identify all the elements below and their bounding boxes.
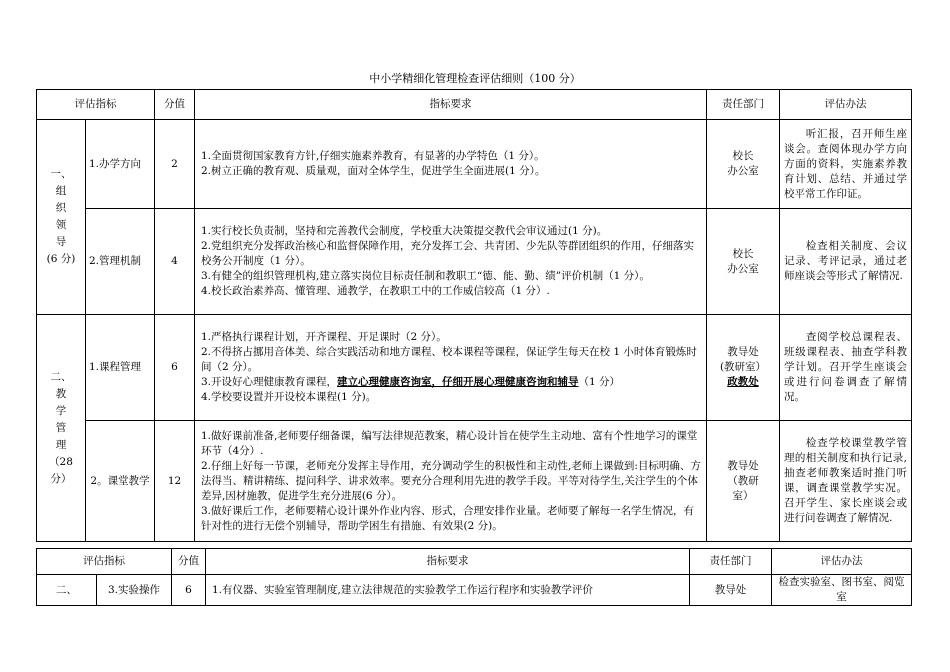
- table-row: [37, 421, 912, 542]
- department-cell: [707, 421, 780, 542]
- requirements-cell: 1.有仪器、实验室管理制度,建立法律规范的实验教学工作运行程序和实验教学评价: [206, 575, 690, 606]
- requirement-item: [201, 375, 703, 390]
- category-teaching: [37, 315, 86, 542]
- score-value: 6: [155, 315, 195, 421]
- category-line: 理: [55, 438, 67, 451]
- requirement-item: 4.学校要设置并开设校本课程(1 分)。: [201, 391, 377, 403]
- requirement-item: 3.做好课后工作，老师要精心设计课外作业内容、形式，合理安排作业量。老师要了解每一名学生情况，有针对性的进行无偿个别辅导，帮助学困生有措施、有效果(2 分)。: [201, 504, 695, 532]
- department-line: (教研室）: [719, 361, 767, 373]
- sub-indicator: 3.实验操作: [97, 575, 172, 606]
- category-line: 一、: [50, 168, 72, 180]
- department-line: 校长: [732, 150, 754, 162]
- department-line: 办公室: [727, 165, 759, 177]
- method-text: 查阅学校总课程表、班级课程表、抽查学科教学计划。召开学生座谈会或进行问卷调查了解情况。: [784, 331, 907, 403]
- page-title: 中小学精细化管理检查评估细则（100 分）: [369, 72, 581, 85]
- score-value: 12: [155, 421, 195, 542]
- header-method: 评估办法: [780, 90, 912, 120]
- table-row: [37, 120, 912, 209]
- method-text: 检查学校课堂教学管理的相关制度和执行记录,抽查老师教案适时推门听课，调查课堂教学实况。召开学生、家长座谈会或进行问卷调查了解情况.: [784, 437, 907, 524]
- header-method: 评估办法: [772, 549, 912, 575]
- department-cell: 教导处: [690, 575, 772, 606]
- table-header-row: [37, 549, 912, 575]
- department-line: 室）: [732, 489, 754, 502]
- requirements-cell: [195, 209, 707, 315]
- requirements-cell: [195, 315, 707, 421]
- category-line: （28: [49, 455, 73, 468]
- table-row: [37, 575, 912, 606]
- method-cell: [780, 315, 912, 421]
- department-line: 教导处: [727, 459, 759, 472]
- header-indicator: 评估指标: [37, 549, 172, 575]
- score-value: 2: [155, 120, 195, 209]
- sub-indicator: 1.课程管理: [86, 315, 155, 421]
- evaluation-table-continued: [36, 548, 912, 606]
- department-cell: [707, 315, 780, 421]
- requirement-item: 1.做好课前准备,老师要仔细备课，编写法律规范教案，精心设计旨在使学生主动地、富有个性地学习的课堂环节（4分）.: [201, 429, 698, 457]
- category-line: 分）: [50, 472, 72, 485]
- sub-indicator: 1.办学方向: [86, 120, 155, 209]
- requirement-item: 2.党组织充分发挥政治核心和监督保障作用，充分发挥工会、共青团、少先队等群团组织的作用，仔细落实校务公开制度（1 分）。: [201, 240, 695, 267]
- requirement-item: 4.校长政治素养高、懂管理、通教学，在教职工中的工作威信较高（1 分）.: [201, 285, 550, 297]
- header-score: 分值: [172, 549, 206, 575]
- requirement-item: 2.不得挤占挪用音体美、综合实践活动和地方课程、校本课程等课程，保证学生每天在校 1 小时体育锻炼时间（2 分）。: [201, 346, 697, 373]
- method-cell: [780, 120, 912, 209]
- method-cell: [780, 421, 912, 542]
- score-value: 4: [155, 209, 195, 315]
- department-line: 校长: [732, 247, 754, 260]
- requirement-text: 3.开设好心理健康教育课程，: [201, 376, 338, 388]
- evaluation-table: [36, 89, 912, 542]
- category-line: 教: [55, 387, 67, 400]
- header-department: 责任部门: [707, 90, 780, 120]
- header-requirements: 指标要求: [195, 90, 707, 120]
- requirement-item: 1.严格执行课程计划，开齐课程、开足课时（2 分）。: [201, 331, 447, 343]
- category-line: 织: [55, 202, 67, 214]
- table-row: [37, 209, 912, 315]
- requirement-item: 1.实行校长负责制，坚持和完善教代会制度，学校重大决策提交教代会审议通过(1 分)。: [201, 225, 608, 237]
- department-cell: [707, 120, 780, 209]
- header-department: 责任部门: [690, 549, 772, 575]
- requirement-item: 2.仔细上好每一节课，老师充分发挥主导作用，充分调动学生的积极性和主动性,老师上课做到:目标明确、方法得当、精讲精练、提问科学、讲求效率。要充分合理利用先进的教学手段。平等对待学生,关注学生的个体差异,因材施教，促进学生充分进展(6 分）。: [201, 459, 701, 502]
- department-line: 政教处: [727, 376, 759, 388]
- requirements-cell: [195, 120, 707, 209]
- header-requirements: 指标要求: [206, 549, 690, 575]
- category-line: 导: [55, 236, 67, 248]
- category-line: 管: [55, 421, 67, 434]
- score-value: 6: [172, 575, 206, 606]
- sub-indicator: 2.管理机制: [86, 209, 155, 315]
- requirement-item: 2.树立正确的教育观、质量观，面对全体学生，促进学生全面进展(1 分）。: [201, 165, 546, 177]
- header-score: 分值: [155, 90, 195, 120]
- category-line: 二、: [50, 370, 72, 383]
- table-header-row: [37, 90, 912, 120]
- department-line: 教导处: [727, 346, 759, 358]
- department-line: 办公室: [727, 262, 759, 275]
- category-line: (6 分): [46, 253, 76, 265]
- department-line: （教研: [727, 474, 759, 487]
- category-line: 领: [55, 219, 67, 231]
- requirement-item: 1.全面贯彻国家教育方针,仔细实施素养教育，有显著的办学特色（1 分）。: [201, 150, 545, 162]
- requirement-item: 3.有健全的组织管理机构,建立落实岗位目标责任制和教职工“德、能、勤、绩”评价机制（1 分）。: [201, 270, 650, 282]
- header-indicator: 评估指标: [37, 90, 155, 120]
- method-text: 检查相关制度、会议记录、考评记录，通过老师座谈会等形式了解情况.: [784, 240, 907, 282]
- requirement-text: （1 分）: [578, 376, 621, 388]
- department-cell: [707, 209, 780, 315]
- category-teaching-continued: 二、: [37, 575, 97, 606]
- method-cell: 检查实验室、图书室、阅览室: [772, 575, 912, 606]
- sub-indicator: 2。课堂教学: [86, 421, 155, 542]
- method-cell: [780, 209, 912, 315]
- category-organization: [37, 120, 86, 315]
- category-line: 组: [55, 185, 67, 197]
- requirements-cell: [195, 421, 707, 542]
- table-row: [37, 315, 912, 421]
- method-text: 听汇报，召开师生座谈会。查阅体现办学方向方面的资料，实施素养教育计划、总结、并通过学校平常工作印证。: [784, 127, 907, 200]
- requirement-emphasis: 建立心理健康咨询室，仔细开展心理健康咨询和辅导: [337, 376, 579, 388]
- category-line: 学: [55, 404, 67, 417]
